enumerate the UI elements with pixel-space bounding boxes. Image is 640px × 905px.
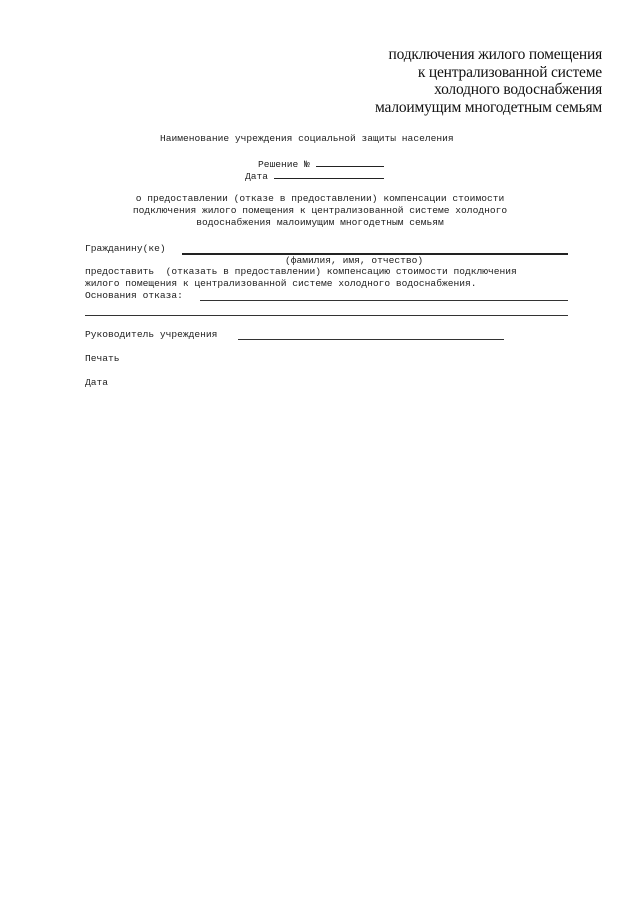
institution-name: Наименование учреждения социальной защиты населения: [160, 133, 454, 144]
refusal-field-line-2: [85, 315, 568, 316]
decision-date-field: [274, 169, 384, 179]
signature-date-label: Дата: [85, 377, 109, 388]
head-signature-field: [238, 339, 504, 340]
citizen-label: Гражданину(ке): [85, 243, 166, 254]
decision-number-label: Решение №: [258, 159, 310, 170]
subject-line-1: о предоставлении (отказе в предоставлении) компенсации стоимости: [135, 193, 505, 204]
header-line-2: к централизованной системе: [417, 63, 602, 81]
citizen-name-hint: (фамилия, имя, отчество): [285, 255, 424, 266]
body-line-1: предоставить (отказать в предоставлении) компенсацию стоимости подключения: [85, 266, 517, 277]
body-line-2: жилого помещения к централизованной системе холодного водоснабжения.: [85, 278, 477, 289]
subject-line-2: подключения жилого помещения к централизованной системе холодного: [132, 205, 508, 216]
document-header: [375, 46, 602, 116]
header-line-1: подключения жилого помещения: [388, 46, 602, 63]
refusal-label: Основания отказа:: [85, 290, 183, 301]
head-signature-label: Руководитель учреждения: [85, 329, 218, 340]
decision-date-label: Дата: [245, 171, 269, 182]
stamp-label: Печать: [85, 353, 120, 364]
decision-number-field: [316, 157, 384, 167]
decision-date-row: [245, 169, 384, 183]
refusal-field-line-1: [200, 300, 568, 301]
header-line-3: холодного водоснабжения: [434, 81, 602, 98]
subject-line-3: водоснабжения малоимущим многодетным семьям: [196, 217, 444, 228]
header-line-4: малоимущим многодетным семьям: [375, 98, 602, 116]
